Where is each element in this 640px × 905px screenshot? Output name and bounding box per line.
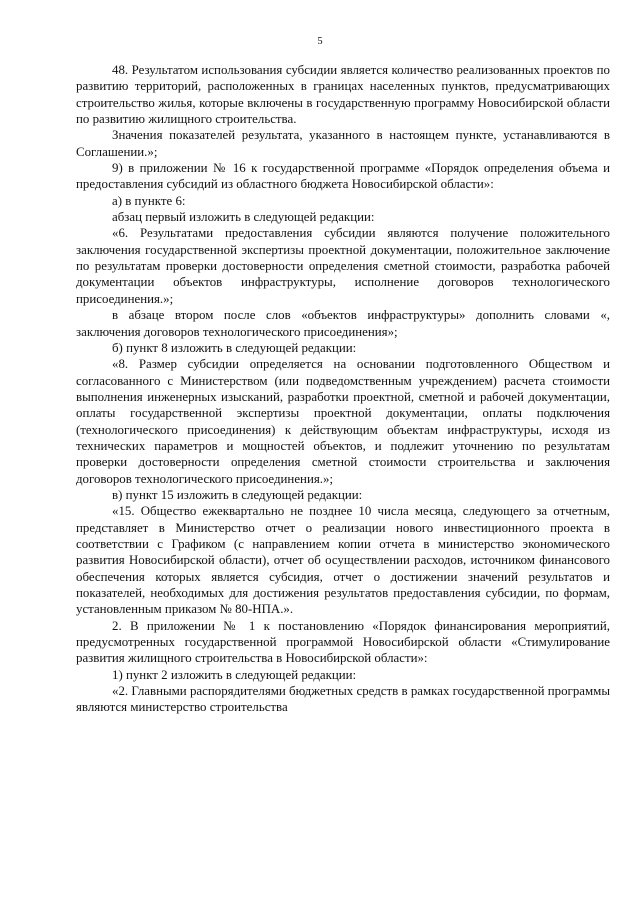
document-body [76,62,610,716]
paragraph: 9) в приложении № 16 к государственной программе «Порядок определения объема и предоставления субсидий из областного бюджета Новосибирской области»: [76,161,610,192]
paragraph: в) пункт 15 изложить в следующей редакции: [112,487,363,502]
paragraph: 48. Результатом использования субсидии является количество реализованных проектов по развитию территорий, расположенных в границах населенных пунктов, предусматривающих строительство жилья, которые включены в государственную программу Новосибирской области по развитию жилищного строительства. [76,63,610,127]
paragraph: «6. Результатами предоставления субсидии являются получение положительного заключения государственной экспертизы проектной документации, положительное заключение по результатам проверки достоверности определения сметной стоимости, разработка рабочей документации объектов инфраструктуры, исполнение договоров технологического присоединения.»; [76,226,610,306]
paragraph: в абзаце втором после слов «объектов инфраструктуры» дополнить словами «, заключения договоров технологического присоединения»; [76,308,610,339]
paragraph: 1) пункт 2 изложить в следующей редакции: [112,667,357,682]
paragraph: «2. Главными распорядителями бюджетных средств в рамках государственной программы являются министерство строительства [76,684,610,715]
paragraph: б) пункт 8 изложить в следующей редакции: [112,340,357,355]
page-number: 5 [317,36,323,47]
paragraph: абзац первый изложить в следующей редакции: [112,210,375,225]
paragraph: а) в пункте 6: [112,193,186,208]
paragraph: Значения показателей результата, указанного в настоящем пункте, устанавливаются в Соглашении.»; [76,128,610,159]
paragraph: «15. Общество ежеквартально не позднее 10 числа месяца, следующего за отчетным, представляет в Министерство отчет о реализации нового инвестиционного проекта в соответствии с Графиком (с направлением копии отчета в министерство экономического развития Новосибирской области), отчет об осуществлении расходов, источником финансового обеспечения которых является субсидия, отчет о достижении значений результатов и показателей, необходимых для достижения результатов предоставления субсидии, по формам, установленным приказом № 80-НПА.». [76,504,610,617]
paragraph: «8. Размер субсидии определяется на основании подготовленного Обществом и согласованного с Министерством (или подведомственным учреждением) расчета стоимости выполнения инженерных изысканий, разработки проектной, сметной и рабочей документации, оплаты государственной экспертизы проектной документации, оплаты подключения (технологического присоединения) к действующим объектам инфраструктуры, исходя из технических параметров и мощностей объектов, и подлежит уточнению по результатам проверки достоверности определения сметной стоимости строительства и заключения договоров технологического присоединения.»; [76,357,610,486]
paragraph: 2. В приложении № 1 к постановлению «Порядок финансирования мероприятий, предусмотренных государственной программой Новосибирской области «Стимулирование развития жилищного строительства в Новосибирской области»: [76,618,610,666]
